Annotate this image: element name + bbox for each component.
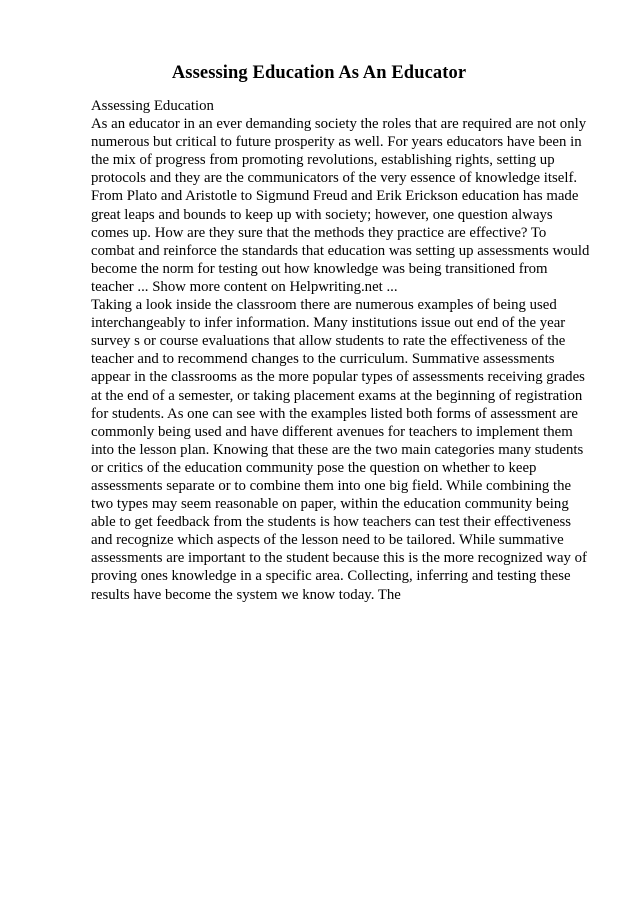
- section-heading: Assessing Education: [91, 98, 214, 114]
- body-paragraph-2: Taking a look inside the classroom there are numerous examples of being used interchangeably to infer information. Many institutions issue out end of the year survey s or course evaluations that allow students to rate the effectiveness of the teacher and to recommend changes to the curriculum. Summative assessments appear in the classrooms as the more popular types of assessments receiving grades at the end of a semester, or taking placement exams at the beginning of registration for students. As one can see with the examples listed both forms of assessment are commonly being used and have different avenues for teachers to implement them into the lesson plan. Knowing that these are the two main categories many students or critics of the education community pose the question on whether to keep assessments separate or to combine them into one big field. While combining the two types may seem reasonable on paper, within the education community being able to get feedback from the students is how teachers can test their effectiveness and recognize which aspects of the lesson need to be tailored. While summative assessments are important to the student because this is the more recognized way of proving ones knowledge in a specific area. Collecting, inferring and testing these results have become the system we know today. The: [91, 297, 587, 603]
- document-body: [91, 97, 591, 604]
- page-title: Assessing Education As An Educator: [171, 63, 467, 83]
- body-paragraph-1: As an educator in an ever demanding society the roles that are required are not only numerous but critical to future prosperity as well. For years educators have been in the mix of progress from promoting revolutions, establishing rights, setting up protocols and they are the communicators of the very essence of knowledge itself. From Plato and Aristotle to Sigmund Freud and Erik Erickson education has made great leaps and bounds to keep up with society; however, one question always comes up. How are they sure that the methods they practice are effective? To combat and reinforce the standards that education was setting up assessments would become the norm for testing out how knowledge was being transitioned from teacher ... Show more content on Helpwriting.net ...: [91, 116, 590, 295]
